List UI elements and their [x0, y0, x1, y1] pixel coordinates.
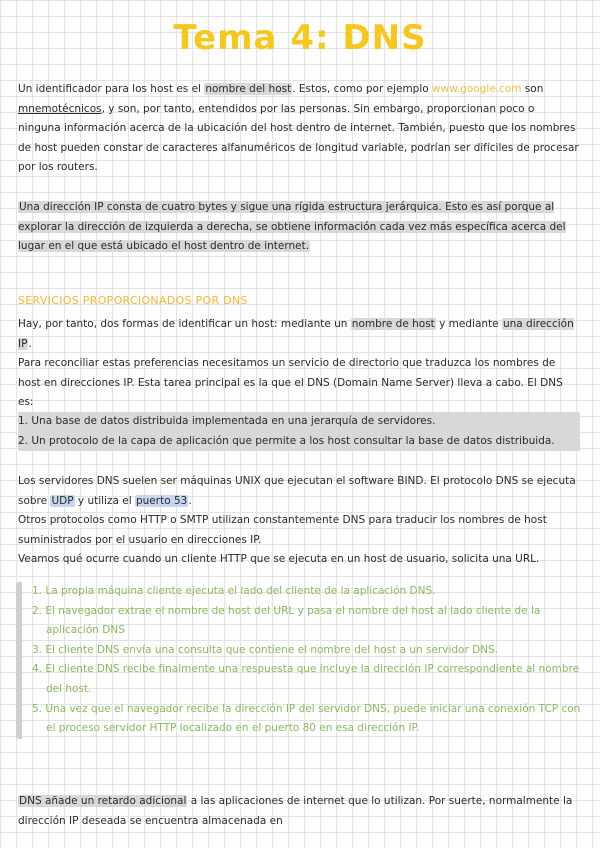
dns-definition-list [18, 412, 580, 451]
highlight-udp: UDP [51, 494, 74, 507]
steps-list [32, 582, 582, 739]
highlight-ip: una dirección IP [18, 318, 574, 350]
text: y utiliza el [74, 494, 135, 507]
highlight-port: puerto 53 [135, 494, 188, 507]
list-item: 5. Una vez que el navegador recibe la dirección IP del servidor DNS, puede iniciar una conexión TCP con el proceso servidor HTTP localizado en el puerto 80 en esa dirección IP. [32, 702, 581, 735]
text: , y son, por tanto, entendidos por las personas. Sin embargo, proporcionan poco o ninguna información acerca de la ubicación del host dentro de internet. También, puesto que los nombres de host pueden constar de caracteres alfanuméricos de longitud variable, podrían ser difíciles de procesar por los routers. [18, 102, 579, 174]
text: . [188, 494, 192, 507]
highlight-host-name: nombre del host [205, 83, 292, 95]
section-heading: SERVICIOS PROPORCIONADOS POR DNS [18, 294, 248, 307]
services-paragraph-5: Veamos qué ocurre cuando un cliente HTTP que se ejecuta en un host de usuario, solicita una URL. [18, 553, 540, 565]
text: Hay, por tanto, dos formas de identificar un host: mediante un [18, 318, 351, 330]
services-paragraph-1 [18, 315, 580, 354]
page-title: Tema 4: DNS [173, 18, 427, 58]
text: y mediante [435, 318, 502, 330]
text: . Estos, como por ejemplo [292, 83, 433, 95]
intro-paragraph-1 [18, 80, 580, 178]
text: a las aplicaciones de internet que lo utilizan. Por suerte, normalmente la dirección IP deseada se encuentra almacenada en [18, 795, 573, 827]
footer-paragraph [18, 792, 580, 831]
example-link: www.google.com [432, 83, 522, 95]
text: son [521, 83, 544, 95]
highlight-host-name: nombre de host [351, 318, 435, 330]
services-paragraph-2: Para reconciliar estas preferencias necesitamos un servicio de directorio que traduzca los nombres de host en direcciones IP. Esta tarea principal es la que el DNS (Domain Name Server) lleva a cabo. El DNS es: [18, 357, 563, 409]
list-item: 1. Una base de datos distribuida implementada en una jerarquía de servidores. [18, 412, 580, 432]
highlight-ip-address: Una dirección IP consta de cuatro bytes y sigue una rígida estructura jerárquica. Esto es así porque al explorar la dirección de izquierda a derecha, se obtiene información cada vez más específica acerca del lugar en el que está ubicado el host dentro de internet. [18, 201, 566, 253]
text: Un identificador para los host es el [18, 83, 205, 95]
underlined-mnemonic: mnemotécnicos [18, 102, 102, 115]
list-item: 4. El cliente DNS recibe finalmente una respuesta que incluye la dirección IP correspondiente al nombre del host. [32, 663, 580, 695]
list-item: 2. Un protocolo de la capa de aplicación que permite a los host consultar la base de datos distribuida. [18, 432, 580, 452]
list-item: 3. El cliente DNS envía una consulta que contiene el nombre del host a un servidor DNS. [32, 643, 499, 656]
steps-block [16, 582, 582, 739]
services-paragraph-4: Otros protocolos como HTTP o SMTP utilizan constantemente DNS para traducir los nombres de host suministrados por el usuario en direcciones IP. [18, 514, 547, 546]
intro-paragraph-2 [18, 198, 580, 257]
list-item: 1. La propia máquina cliente ejecuta el lado del cliente de la aplicación DNS. [32, 585, 436, 597]
highlight-dns-delay: DNS añade un retardo adicional [19, 795, 187, 807]
list-item: 2. El navegador extrae el nombre de host del URL y pasa el nombre del host al lado cliente de la aplicación DNS [32, 604, 541, 637]
text: . [28, 337, 32, 350]
text: Los servidores DNS suelen ser máquinas UNIX que ejecutan el software BIND. El protocolo DNS se ejecuta sobre [18, 475, 576, 507]
services-paragraph-3 [18, 472, 580, 511]
